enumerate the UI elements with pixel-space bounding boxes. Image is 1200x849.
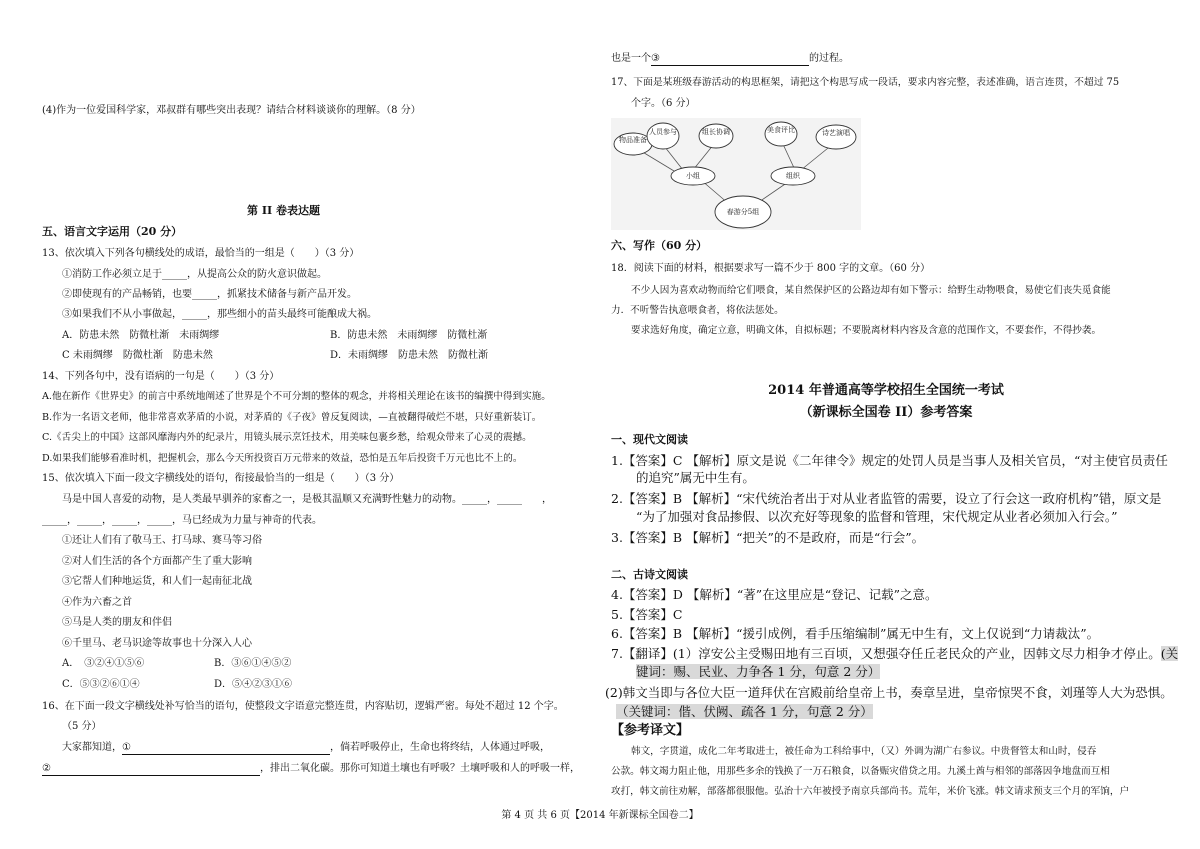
blank-2-mark: ② — [42, 763, 51, 774]
answer-1-cont: 的追究”属无中生有。 — [636, 470, 755, 485]
spring-outing-mind-map — [611, 118, 861, 230]
q15-option-a: A． ③②④①⑤⑥ — [62, 658, 145, 669]
q14-option-b: B.作为一名语文老师，他非常喜欢茅盾的小说，对茅盾的《子夜》曾反复阅读，—直被翻得破烂不堪，只好重新装订。 — [42, 412, 542, 423]
blank-2 — [42, 762, 260, 776]
answer-6: 6.【答案】B 【解析】“援引成例，看手压缩编制”属无中生有，文上仅说到“力请裁汰”。 — [611, 626, 1100, 641]
answer-2: 2.【答案】B 【解析】“宋代统治者出于对从业者监管的需要，设立了行会这一政府机构”错，原文是 — [611, 491, 1162, 506]
q16-line-1 — [62, 741, 550, 755]
q16-line-3-start: 也是一个 — [611, 53, 651, 64]
answer-7-1-text: 7.【翻译】(1）淳安公主受赐田地有三百顷，又想强夺任丘老民众的产业，因韩文尽力相争才停止。 — [611, 646, 1161, 661]
answer-2-cont: “为了加强对食品掺假、以次充好等现象的监督和管理，宋代规定从业者必须加入行会。” — [636, 509, 1118, 524]
q18-requirements: 要求选好角度，确定立意，明确文体，自拟标题；不要脱离材料内容及含意的范围作文，不要套作，不得抄袭。 — [631, 325, 1102, 336]
q15-option-b: B．③⑥①④⑤② — [214, 658, 292, 669]
blank-3-mark: ③ — [651, 53, 660, 64]
q17-score: 个字。（6 分） — [631, 98, 696, 109]
q14-option-a: A.他在新作《世界史》的前言中系统地阐述了世界是个不可分割的整体的观念，并将相关理论在该书的编撰中得到实施。 — [42, 391, 551, 402]
node-outing-label: 春游分5组 — [726, 208, 760, 216]
node-participants — [647, 123, 679, 149]
answer-7-1-keywords-cont — [636, 663, 880, 680]
blank-1-mark: ① — [122, 742, 131, 753]
answer-3: 3.【答案】B 【解析】“把关”的不是政府，而是“行会”。 — [611, 530, 925, 545]
question-18: 18．阅读下面的材料，根据要求写一篇不少于 800 字的文章。（60 分） — [611, 263, 931, 274]
q13-option-d: D．未雨绸缪 防患未然 防微杜渐 — [330, 350, 489, 361]
q18-material-2: 力．不听警告执意喂食者，将依法惩处。 — [611, 305, 784, 316]
q14-option-c: C.《舌尖上的中国》这部风靡海内外的纪录片，用镜头展示烹饪技术，用美味包裹乡愁，给观众带来了心灵的震撼。 — [42, 432, 532, 443]
q13-sentence-3: ③如果我们不从小事做起，_____，那些细小的苗头最终可能酿成大祸。 — [62, 309, 377, 320]
q18-material-1: 不少人因为喜欢动物而给它们喂食，某自然保护区的公路边却有如下警示：给野生动物喂食，易使它们丧失觅食能 — [631, 285, 1111, 296]
answer-title-1: 2014 年普通高等学校招生全国统一考试 — [768, 383, 1004, 398]
answer-7-2-keywords — [616, 703, 873, 720]
answer-4: 4.【答案】D 【解析】“著”在这里应是“登记、记载”之意。 — [611, 587, 938, 602]
q15-item-4: ④作为六畜之首 — [62, 597, 132, 608]
answer-7-2: (2)韩文当即与各位大臣一道拜伏在宫殿前给皇帝上书，奏章呈进，皇帝惊哭不食，刘瑾等人大为恐惧。 — [605, 685, 1173, 700]
q15-item-3: ③它帮人们种地运货，和人们一起南征北战 — [62, 576, 252, 587]
translation-line-3: 攻打，韩文前往劝解，部落都很服他。弘治十六年被授予南京兵部尚书。荒年，米价飞涨。韩文请求预支三个月的军饷，户 — [611, 786, 1130, 797]
question-16: 16、在下面一段文字横线处补写恰当的语句，使整段文字语意完整连贯，内容贴切，逻辑严密。每处不超过 12 个字。 — [42, 701, 564, 712]
part2-title: 第 II 卷表达题 — [247, 204, 320, 217]
q15-item-5: ⑤马是人类的朋友和伴侣 — [62, 617, 172, 628]
translation-line-2: 公款。韩文竭力阻止他，用那些多余的钱换了一万石粮食，以备赈灾借贷之用。九溪土酋与相邻的部落因争地盘而互相 — [611, 766, 1110, 777]
q16-line-2 — [42, 762, 580, 776]
q15-passage-2: _____，_____，_____，_____，马已经成为力量与神奇的代表。 — [42, 515, 322, 526]
node-poetry-label: 诗艺演唱 — [822, 129, 850, 137]
q13-sentence-1: ①消防工作必须立足于_____，从提高公众的防火意识做起。 — [62, 269, 327, 280]
node-organize-label: 组织 — [786, 172, 800, 180]
answer-7-2-keywords-text: （关键词：偕、伏阙、疏各 1 分，句意 2 分） — [616, 704, 873, 719]
q16-score: （5 分） — [62, 721, 102, 732]
answer-7-1-keywords: (关 — [1160, 646, 1179, 661]
q16-line-3-end: 的过程。 — [809, 53, 849, 64]
answer-section-2: 二、古诗文阅读 — [611, 568, 688, 581]
page-footer: 第 4 页 共 6 页【2014 年新课标全国卷二】 — [501, 810, 699, 821]
question-15: 15、依次填入下面一段文字横线处的语句，衔接最恰当的一组是（ ）（3 分） — [42, 473, 400, 484]
q13-option-b: B．防患未然 未雨绸缪 防微杜渐 — [330, 330, 488, 341]
answer-5: 5.【答案】C — [611, 607, 683, 622]
q16-line-1-end: ，倘若呼吸停止，生命也将终结，人体通过呼吸， — [330, 742, 550, 753]
answer-1: 1.【答案】C 【解析】原文是说《二年律令》规定的处罚人员是当事人及相关官员，“对主使官员责任 — [611, 453, 1168, 468]
translation-line-1: 韩文，字贯道，成化二年考取进士，被任命为工科给事中，（又）外调为湖广右参议。中贵督管太和山时，侵吞 — [631, 746, 1097, 757]
q16-line-3 — [611, 52, 849, 66]
q13-option-a: A．防患未然 防微杜渐 未雨绸缪 — [62, 330, 220, 341]
section-5-heading: 五、语言文字运用（20 分） — [42, 225, 183, 238]
q15-item-1: ①还让人们有了敬马王、打马球、赛马等习俗 — [62, 535, 262, 546]
question-17: 17、下面是某班级春游活动的构思框架，请把这个构思写成一段话，要求内容完整，表述准确，语言连贯，不超过 75 — [611, 77, 1120, 88]
q15-passage-1: 马是中国人喜爱的动物，是人类最早驯养的家畜之一，是极其温顺又充满野性魅力的动物。_____，_____ ， — [62, 494, 552, 505]
node-participants-label: 人员参与 — [649, 128, 677, 136]
blank-1 — [122, 741, 330, 755]
answer-section-1: 一、现代文阅读 — [611, 433, 688, 446]
q14-option-d: D.如果我们能够看准时机，把握机会，那么今天所投资百万元带来的效益，恐怕是五年后投资千万元也比不上的。 — [42, 453, 523, 464]
reference-translation-heading: 【参考译文】 — [611, 723, 690, 738]
q16-line-2-end: ，排出二氧化碳。那你可知道土壤也有呼吸？土壤呼吸和人的呼吸一样， — [260, 763, 580, 774]
q13-sentence-2: ②即使现有的产品畅销，也要_____，抓紧技术储备与新产品开发。 — [62, 289, 357, 300]
question-13: 13、依次填入下列各句横线处的成语，最恰当的一组是（ ）（3 分） — [42, 248, 360, 259]
q13-option-c: C 未雨绸缪 防微杜渐 防患未然 — [62, 350, 213, 361]
q16-line-1-start: 大家都知道， — [62, 742, 122, 753]
answer-title-2: （新课标全国卷 II）参考答案 — [799, 405, 973, 420]
question-4: (4)作为一位爱国科学家，邓叔群有哪些突出表现？请结合材料谈谈你的理解。（8 分） — [42, 105, 421, 116]
q15-item-2: ②对人们生活的各个方面都产生了重大影响 — [62, 556, 252, 567]
blank-3 — [651, 52, 809, 66]
node-materials-label-1: 物品准备 — [619, 136, 647, 144]
node-food-label: 美食评比 — [767, 126, 795, 134]
node-group-label: 小组 — [686, 172, 700, 180]
node-leader-label: 组长协调 — [702, 128, 730, 136]
question-14: 14、下列各句中，没有语病的一句是（ ）（3 分） — [42, 371, 280, 382]
section-6-heading: 六、写作（60 分） — [611, 239, 708, 252]
q15-option-c: C．⑤③②⑥①④ — [62, 679, 140, 690]
q15-option-d: D．⑤④②③①⑥ — [214, 679, 293, 690]
answer-7-1-keywords-text: 键词：赐、民业、力争各 1 分，句意 2 分） — [636, 664, 881, 679]
q15-item-6: ⑥千里马、老马识途等故事也十分深入人心 — [62, 638, 252, 649]
answer-7-1 — [611, 645, 1178, 662]
